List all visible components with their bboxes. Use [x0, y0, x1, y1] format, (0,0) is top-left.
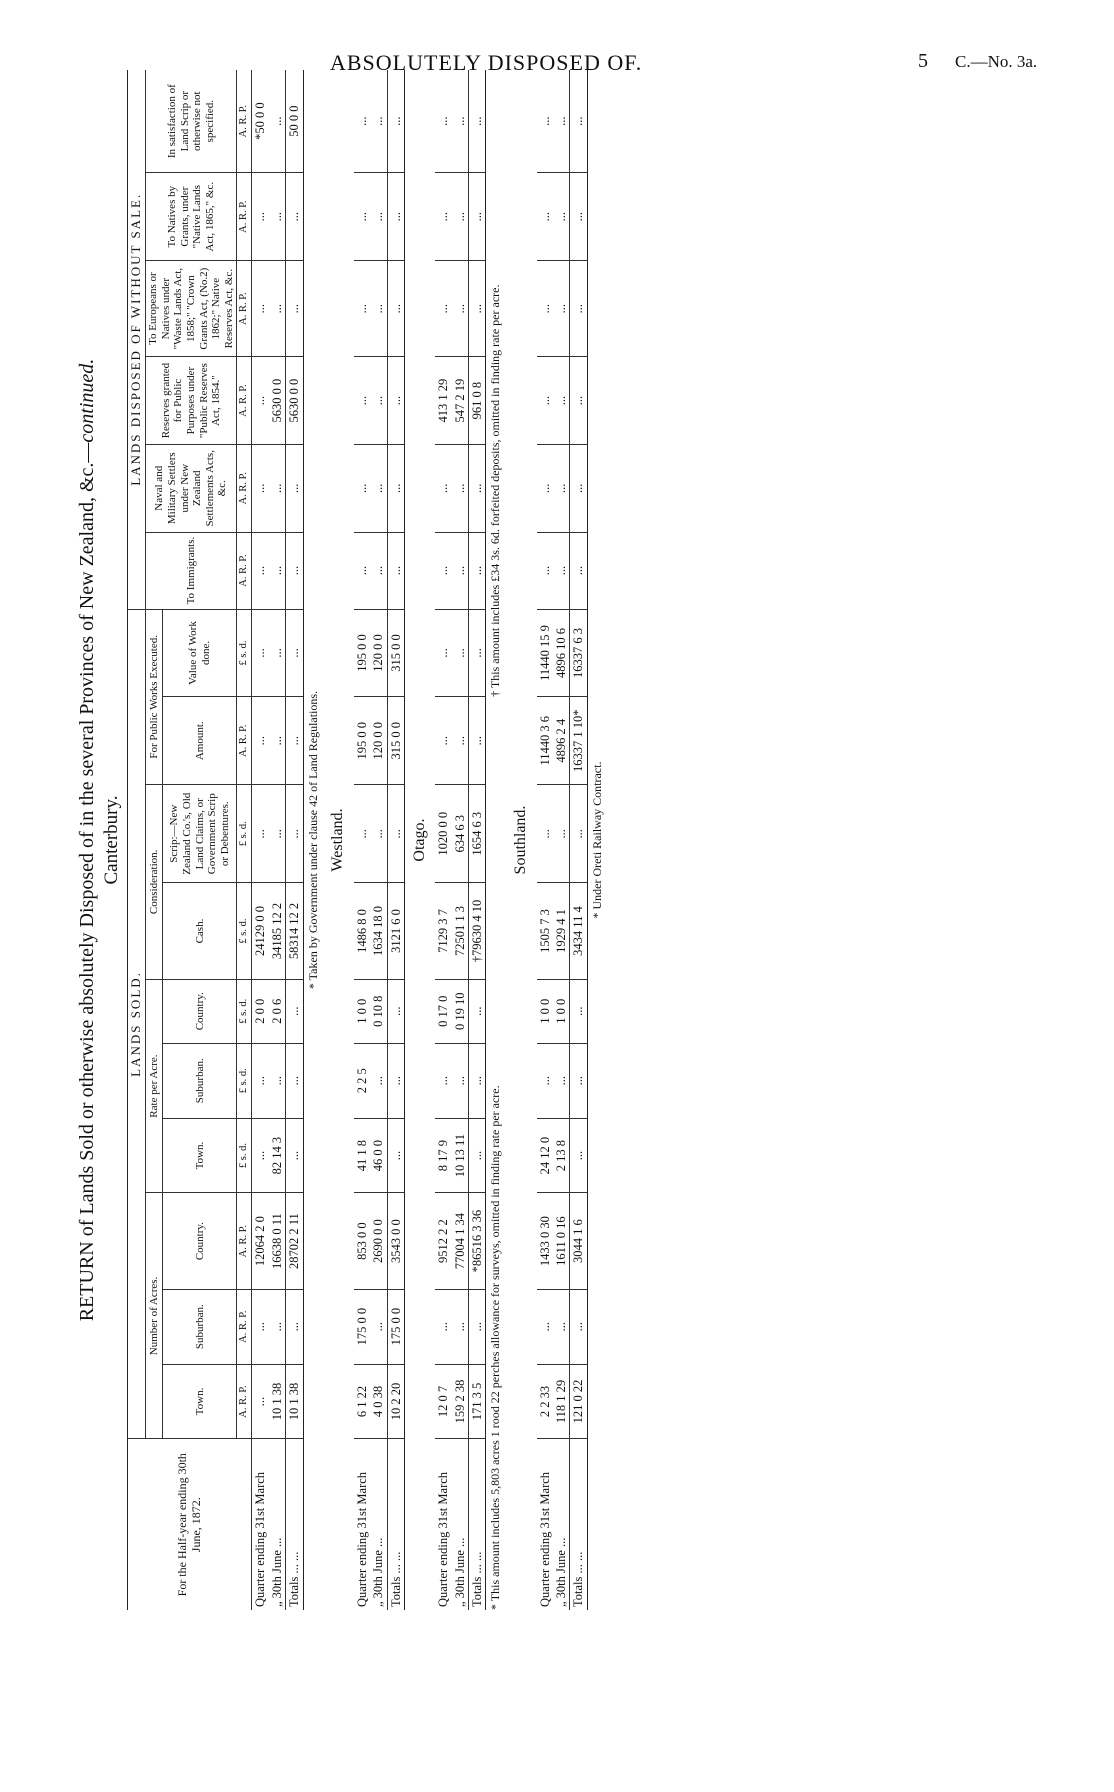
section-otago-text: Otago.	[410, 818, 428, 862]
unit: £ s. d.	[237, 979, 252, 1043]
row-label: „ 30th June ...	[554, 1537, 568, 1607]
totals-row	[387, 70, 404, 1610]
table-subtitle: Canterbury.	[101, 795, 122, 885]
col-town: Town.	[163, 1364, 237, 1439]
cell-reserves: 5630 0 0	[269, 357, 286, 445]
cell-cash: 1505 7 3	[537, 883, 553, 979]
cell-town: 10 2 20	[387, 1364, 404, 1439]
cell-suburban: ...	[537, 1289, 553, 1364]
cell-town: 12 0 7	[435, 1364, 451, 1439]
cell-scrip: 1654 6 3	[469, 785, 486, 883]
totals-row	[286, 70, 303, 1610]
cell-rate-country: ...	[387, 979, 404, 1043]
cell-cash: 1929 4 1	[553, 883, 570, 979]
cell-natives: ...	[252, 173, 269, 261]
southland-footnote	[587, 70, 607, 1610]
col-immigrants: To Immigrants.	[145, 532, 236, 609]
cell-amount: 16337 1 10*	[570, 697, 587, 785]
unit: A. R. P.	[237, 1289, 252, 1364]
cell-natives: ...	[452, 173, 469, 261]
row-label: „ 30th June ...	[452, 1537, 467, 1607]
cell-natives: ...	[570, 173, 587, 261]
cell-naval: ...	[370, 444, 387, 532]
table-row	[537, 70, 553, 1610]
section-otago	[404, 70, 435, 1610]
unit: A. R. P.	[237, 1193, 252, 1289]
cell-rate-town: ...	[570, 1118, 587, 1193]
col-cash: Cash.	[163, 883, 237, 979]
canterbury-footnote-text: * Taken by Government under clause 42 of Land Regulations.	[305, 690, 320, 990]
unit: A. R. P.	[237, 357, 252, 445]
lands-sold-header: LANDS SOLD.	[128, 609, 146, 1439]
col-scrip: Scrip:—New Zealand Co.'s, Old Land Claims, or Government Scrip or Debentures.	[163, 785, 237, 883]
cell-rate-country: 1 0 0	[537, 979, 553, 1043]
cell-town: 10 1 38	[286, 1364, 303, 1439]
table-row	[354, 70, 370, 1610]
cell-natives: ...	[269, 173, 286, 261]
unit: £ s. d.	[237, 609, 252, 697]
cell-cash: 1486 8 0	[354, 883, 370, 979]
running-title: ABSOLUTELY DISPOSED OF.	[330, 50, 643, 75]
cell-amount: 120 0 0	[370, 697, 387, 785]
col-europeans: To Europeans or Natives under "Waste Lands Act, 1858;" "Crown Grants Act, (No.2) 1862;" Native Reserves Act, &c.	[145, 261, 236, 357]
cell-naval: ...	[452, 444, 469, 532]
cell-suburban: ...	[269, 1289, 286, 1364]
cell-value: ...	[286, 609, 303, 697]
cell-rate-suburban: ...	[269, 1043, 286, 1118]
cell-reserves: 547 2 19	[452, 357, 469, 445]
cell-naval: ...	[252, 444, 269, 532]
cell-scrip-other: ...	[354, 70, 370, 173]
cell-suburban: ...	[370, 1289, 387, 1364]
cell-scrip: 1020 0 0	[435, 785, 451, 883]
cell-naval: ...	[435, 444, 451, 532]
cell-reserves: ...	[370, 357, 387, 445]
col-reserves: Reserves granted for Public Purposes under "Public Reserves Act, 1854."	[145, 357, 236, 445]
cell-town: 118 1 29	[553, 1364, 570, 1439]
cell-town: 171 3 5	[469, 1364, 486, 1439]
row-label: Totals ... ...	[387, 1439, 404, 1610]
cell-immigrants: ...	[553, 532, 570, 609]
unit: A. R. P.	[237, 444, 252, 532]
cell-value: 16337 6 3	[570, 609, 587, 697]
cell-country: 3543 0 0	[387, 1193, 404, 1289]
cell-europeans: ...	[370, 261, 387, 357]
cell-scrip-other: ...	[370, 70, 387, 173]
cell-value: ...	[435, 609, 451, 697]
cell-natives: ...	[537, 173, 553, 261]
col-natives: To Natives by Grants, under "Native Lands Act, 1865," &c.	[145, 173, 236, 261]
cell-suburban: ...	[435, 1289, 451, 1364]
cell-scrip: ...	[252, 785, 269, 883]
cell-country: 16638 0 11	[269, 1193, 286, 1289]
canterbury-footnote	[303, 70, 323, 1610]
table-row	[252, 70, 269, 1610]
cell-europeans: ...	[387, 261, 404, 357]
cell-immigrants: ...	[286, 532, 303, 609]
cell-rate-town: 2 13 8	[553, 1118, 570, 1193]
col-value: Value of Work done.	[163, 609, 237, 697]
cell-europeans: ...	[452, 261, 469, 357]
cell-country: 77004 1 34	[452, 1193, 469, 1289]
cell-cash: 3121 6 0	[387, 883, 404, 979]
cell-rate-suburban: ...	[537, 1043, 553, 1118]
cell-scrip: ...	[286, 785, 303, 883]
unit: £ s. d.	[237, 785, 252, 883]
cell-reserves: 413 1 29	[435, 357, 451, 445]
row-label: „ 30th June ...	[269, 1537, 284, 1607]
cell-natives: ...	[286, 173, 303, 261]
cell-immigrants: ...	[269, 532, 286, 609]
row-label: Quarter ending 31st March	[537, 1471, 552, 1607]
cell-value: ...	[469, 609, 486, 697]
cell-rate-country: ...	[469, 979, 486, 1043]
cell-naval: ...	[570, 444, 587, 532]
cell-value: 315 0 0	[387, 609, 404, 697]
row-label: Quarter ending 31st March	[436, 1471, 451, 1607]
cell-immigrants: ...	[469, 532, 486, 609]
cell-amount: 11440 3 6	[537, 697, 553, 785]
cell-rate-suburban: 2 2 5	[354, 1043, 370, 1118]
row-label: „ 30th June ...	[371, 1537, 386, 1607]
cell-country: 12064 2 0	[252, 1193, 269, 1289]
cell-immigrants: ...	[537, 532, 553, 609]
cell-town: 6 1 22	[354, 1364, 370, 1439]
cell-rate-country: 1 0 0	[354, 979, 370, 1043]
cell-rate-country: 0 10 8	[370, 979, 387, 1043]
cell-scrip: ...	[537, 785, 553, 883]
cell-country: 853 0 0	[354, 1193, 370, 1289]
col-country: Country.	[163, 1193, 237, 1289]
cell-value: 4896 10 6	[553, 609, 570, 697]
document-reference: C.—No. 3a.	[955, 52, 1038, 71]
rate-per-acre-header: Rate per Acre.	[145, 979, 162, 1193]
table-row	[452, 70, 469, 1610]
cell-town: 121 0 22	[570, 1364, 587, 1439]
cell-value: ...	[452, 609, 469, 697]
footnote-surveys: * This amount includes 5,803 acres 1 rood 22 perches allowance for surveys, omitted in finding rate per acre.	[488, 1085, 503, 1610]
cell-rate-town: 82 14 3	[269, 1118, 286, 1193]
cell-scrip: ...	[387, 785, 404, 883]
section-southland	[506, 70, 536, 1610]
cell-natives: ...	[435, 173, 451, 261]
row-label: Totals ... ...	[469, 1439, 486, 1610]
unit: A. R. P.	[237, 697, 252, 785]
section-southland-text: Southland.	[512, 805, 530, 875]
cell-country: 1433 0 30	[537, 1193, 553, 1289]
cell-suburban: 175 0 0	[387, 1289, 404, 1364]
cell-rate-town: ...	[469, 1118, 486, 1193]
cell-rate-suburban: ...	[387, 1043, 404, 1118]
unit: A. R. P.	[237, 70, 252, 173]
cell-europeans: ...	[435, 261, 451, 357]
cell-amount: ...	[435, 697, 451, 785]
cell-cash: 58314 12 2	[286, 883, 303, 979]
cell-suburban: ...	[452, 1289, 469, 1364]
cell-europeans: ...	[469, 261, 486, 357]
cell-reserves: ...	[537, 357, 553, 445]
cell-europeans: ...	[553, 261, 570, 357]
cell-rate-suburban: ...	[570, 1043, 587, 1118]
col-rate-suburban: Suburban.	[163, 1043, 237, 1118]
cell-europeans: ...	[537, 261, 553, 357]
cell-amount: 195 0 0	[354, 697, 370, 785]
cell-cash: 7129 3 7	[435, 883, 451, 979]
cell-naval: ...	[387, 444, 404, 532]
table-row	[553, 70, 570, 1610]
cell-scrip-other: ...	[469, 70, 486, 173]
cell-town: 2 2 33	[537, 1364, 553, 1439]
cell-value: 120 0 0	[370, 609, 387, 697]
cell-scrip-other: ...	[269, 70, 286, 173]
cell-rate-town: 24 12 0	[537, 1118, 553, 1193]
cell-rate-town: 8 17 9	[435, 1118, 451, 1193]
cell-value: ...	[252, 609, 269, 697]
cell-rate-suburban: ...	[370, 1043, 387, 1118]
cell-immigrants: ...	[570, 532, 587, 609]
cell-immigrants: ...	[370, 532, 387, 609]
lands-disposed-header: LANDS DISPOSED OF WITHOUT SALE.	[128, 70, 146, 609]
cell-scrip: ...	[354, 785, 370, 883]
cell-cash: 1634 18 0	[370, 883, 387, 979]
public-works-header: For Public Works Executed.	[145, 609, 162, 785]
cell-amount: 4896 2 4	[553, 697, 570, 785]
cell-scrip: ...	[269, 785, 286, 883]
col-rate-town: Town.	[163, 1118, 237, 1193]
cell-amount: 315 0 0	[387, 697, 404, 785]
cell-suburban: ...	[570, 1289, 587, 1364]
table-body	[252, 70, 608, 1610]
cell-amount: ...	[469, 697, 486, 785]
cell-country: 9512 2 2	[435, 1193, 451, 1289]
unit: A. R. P.	[237, 173, 252, 261]
cell-country: *86516 3 36	[469, 1193, 486, 1289]
cell-reserves: 961 0 8	[469, 357, 486, 445]
totals-row	[570, 70, 587, 1610]
cell-immigrants: ...	[354, 532, 370, 609]
cell-europeans: ...	[269, 261, 286, 357]
cell-rate-suburban: ...	[553, 1043, 570, 1118]
unit: A. R. P.	[237, 532, 252, 609]
cell-suburban: ...	[553, 1289, 570, 1364]
cell-scrip-other: ...	[387, 70, 404, 173]
southland-footnote-text: * Under Oreti Railway Contract.	[589, 761, 604, 919]
period-header: For the Half-year ending 30th June, 1872.	[128, 1439, 252, 1610]
cell-town: 10 1 38	[269, 1364, 286, 1439]
cell-rate-town: ...	[387, 1118, 404, 1193]
rotated-table-container	[70, 70, 1070, 1610]
unit: £ s. d.	[237, 883, 252, 979]
cell-value: 195 0 0	[354, 609, 370, 697]
cell-immigrants: ...	[435, 532, 451, 609]
cell-scrip-other: ...	[553, 70, 570, 173]
cell-scrip-other: ...	[537, 70, 553, 173]
cell-naval: ...	[469, 444, 486, 532]
cell-immigrants: ...	[452, 532, 469, 609]
cell-rate-suburban: ...	[452, 1043, 469, 1118]
consideration-header: Consideration.	[145, 785, 162, 980]
cell-rate-suburban: ...	[252, 1043, 269, 1118]
col-naval: Naval and Military Settlers under New Zealand Settlements Acts, &c.	[145, 444, 236, 532]
cell-scrip: ...	[553, 785, 570, 883]
cell-amount: ...	[269, 697, 286, 785]
row-label: Quarter ending 31st March	[253, 1471, 268, 1607]
cell-scrip-other: ...	[452, 70, 469, 173]
cell-natives: ...	[370, 173, 387, 261]
cell-scrip-other: *50 0 0	[252, 70, 269, 173]
row-label: Quarter ending 31st March	[354, 1471, 369, 1607]
unit: £ s. d.	[237, 1118, 252, 1193]
cell-natives: ...	[469, 173, 486, 261]
cell-naval: ...	[537, 444, 553, 532]
cell-country: 1611 0 16	[553, 1193, 570, 1289]
unit: £ s. d.	[237, 1043, 252, 1118]
cell-rate-country: 1 0 0	[553, 979, 570, 1043]
cell-rate-country: ...	[286, 979, 303, 1043]
cell-europeans: ...	[354, 261, 370, 357]
cell-cash: 24129 0 0	[252, 883, 269, 979]
table-title: RETURN of Lands Sold or otherwise absolutely Disposed of in the several Provinces of New Zealand, &c.—continued.	[76, 358, 98, 1322]
cell-rate-town: 41 1 8	[354, 1118, 370, 1193]
cell-amount: ...	[286, 697, 303, 785]
cell-country: 2690 0 0	[370, 1193, 387, 1289]
unit: A. R. P.	[237, 261, 252, 357]
section-westland	[323, 70, 353, 1610]
cell-amount: ...	[252, 697, 269, 785]
cell-rate-suburban: ...	[435, 1043, 451, 1118]
cell-rate-town: ...	[252, 1118, 269, 1193]
cell-scrip-other: ...	[570, 70, 587, 173]
otago-footnotes	[486, 70, 506, 1610]
cell-amount: ...	[452, 697, 469, 785]
col-amount: Amount.	[163, 697, 237, 785]
row-label: Totals ... ...	[570, 1439, 587, 1610]
cell-reserves: ...	[570, 357, 587, 445]
cell-value: ...	[269, 609, 286, 697]
cell-rate-town: 46 0 0	[370, 1118, 387, 1193]
cell-scrip: ...	[570, 785, 587, 883]
totals-row	[469, 70, 486, 1610]
cell-country: 3044 1 6	[570, 1193, 587, 1289]
cell-naval: ...	[354, 444, 370, 532]
cell-suburban: ...	[286, 1289, 303, 1364]
cell-europeans: ...	[570, 261, 587, 357]
lands-return-table	[127, 70, 608, 1610]
cell-cash: 34185 12 2	[269, 883, 286, 979]
cell-rate-suburban: ...	[469, 1043, 486, 1118]
cell-rate-suburban: ...	[286, 1043, 303, 1118]
cell-naval: ...	[553, 444, 570, 532]
cell-europeans: ...	[252, 261, 269, 357]
cell-reserves: ...	[354, 357, 370, 445]
cell-cash: †79630 4 10	[469, 883, 486, 979]
unit: A. R. P.	[237, 1364, 252, 1439]
cell-rate-country: 2 0 0	[252, 979, 269, 1043]
table-row	[370, 70, 387, 1610]
col-rate-country: Country.	[163, 979, 237, 1043]
cell-cash: 72501 1 3	[452, 883, 469, 979]
cell-cash: 3434 11 4	[570, 883, 587, 979]
section-westland-text: Westland.	[329, 808, 347, 872]
cell-town: 159 2 38	[452, 1364, 469, 1439]
cell-scrip-other: 50 0 0	[286, 70, 303, 173]
cell-naval: ...	[269, 444, 286, 532]
footnote-forfeited: † This amount includes £34 3s. 6d. forfeited deposits, omitted in finding rate per acre.	[488, 284, 503, 697]
cell-value: 11440 15 9	[537, 609, 553, 697]
cell-country: 28702 2 11	[286, 1193, 303, 1289]
cell-natives: ...	[354, 173, 370, 261]
cell-rate-country: ...	[570, 979, 587, 1043]
cell-town: 4 0 38	[370, 1364, 387, 1439]
row-label: Totals ... ...	[286, 1439, 303, 1610]
table-row	[435, 70, 451, 1610]
cell-suburban: ...	[252, 1289, 269, 1364]
number-of-acres-header: Number of Acres.	[145, 1193, 162, 1439]
cell-rate-town: 10 13 11	[452, 1118, 469, 1193]
cell-natives: ...	[387, 173, 404, 261]
cell-reserves: ...	[252, 357, 269, 445]
cell-scrip: ...	[370, 785, 387, 883]
cell-suburban: 175 0 0	[354, 1289, 370, 1364]
cell-rate-town: ...	[286, 1118, 303, 1193]
col-scrip-other: In satisfaction of Land Scrip or otherwise not specified.	[145, 70, 236, 173]
cell-natives: ...	[553, 173, 570, 261]
col-suburban: Suburban.	[163, 1289, 237, 1364]
page-number: 5	[918, 50, 928, 72]
cell-rate-country: 0 19 10	[452, 979, 469, 1043]
cell-europeans: ...	[286, 261, 303, 357]
cell-rate-country: 2 0 6	[269, 979, 286, 1043]
cell-scrip: 634 6 3	[452, 785, 469, 883]
cell-naval: ...	[286, 444, 303, 532]
cell-reserves: ...	[387, 357, 404, 445]
cell-suburban: ...	[469, 1289, 486, 1364]
cell-scrip-other: ...	[435, 70, 451, 173]
cell-reserves: ...	[553, 357, 570, 445]
cell-immigrants: ...	[252, 532, 269, 609]
cell-town: ...	[252, 1364, 269, 1439]
cell-rate-country: 0 17 0	[435, 979, 451, 1043]
cell-immigrants: ...	[387, 532, 404, 609]
cell-reserves: 5630 0 0	[286, 357, 303, 445]
table-row	[269, 70, 286, 1610]
